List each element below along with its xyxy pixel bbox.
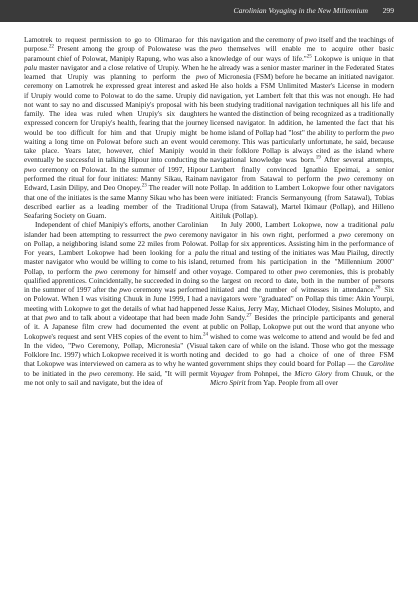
running-header [0,0,418,22]
page-number: 299 [382,6,394,15]
right-column [210,35,394,590]
footnote-ref: 25 [306,54,312,60]
ship-name: Micro Spirit [210,377,246,387]
paragraph: Lamotrek to request permission to go to Olimarao for this purpose.$^{22}$ Present among the group of Polowatese was the paramount chief of Polowat, Manipiy Rapung, who was also a palu master navigator and a close relative of Urupiy. When he learned that Urupiy was planning to perform the pwo ceremony on Lamotrek he expressed great interest and asked if Urupiy would come to Polowat to do the same. Urupiy did not want to say no and discussed Manipiy's proposal with his family. The idea was ruled when Urupiy's six daughters expressed concern for Urupiy's health, fearing that the journey would be too difficult for him and that Urupiy might be waiting a long time on Polowat before such an event would take place. Years later, however, chief Manipiy would eventually be successful in talking Hipour into conducting the pwo ceremony on Polowat. In the summer of 1997, Hipour performed the ritual for four initiates: Manny Sikau, Rainam Edward, Lasin Dilipy, and Deo Onopey.$^{23}$ The reader will note that one of the initiates is the same Manny Sikau who has been described earlier as a leading member of the Traditional Seafaring Society on Guam. [24,35,208,221]
footnote-ref: 27 [246,313,252,319]
footnote-ref: 22 [48,44,54,50]
footnote-ref: 24 [203,332,208,338]
footnote-ref: 26 [375,285,381,291]
running-title: Carolinian Voyaging in the New Millennium [233,6,368,15]
footnote-ref: 23 [141,183,147,189]
paragraph: navigation and the ceremony of pwo itself and the teachings of pwo themselves will enable me to acquire other basic knowledge of our ways of life."$^{25}$ Lokopwe is unique in that he already was a senior master mariner in the Federated States of Micronesia (FSM) before he became an initiated navigator. He also holds a FSM Unlimited Master's License in modern navigation, yet Lambert felt that this was not enough. He had been studying traditional navigation techniques all his life and he wanted the distinction of being recognized as a traditionally licensed navigator. In addition, he lamented the fact that his home island of Pollap had "lost" the ability to perform the pwo ceremony. This was particularly unfortunate, he said, because in their folklore Pollap is always cited as the island where navigational knowledge was born.$^{19}$ After several attempts, Lambert finally convinced Ignathio Epeimai, a senior navigator from Satawal to perform the pwo ceremony on Pollap. In addition to Lambert Lokopwe four other navigators were initiated: Francis Sermanyoung (from Satawal), Tobias Urupa (from Satawal), Martel Ikimaur (Pollap), and Hilleno Aitiluk (Pollap). [210,35,394,221]
footnote-ref: 19 [315,156,321,162]
ship-name: Caroline Voyager [210,359,394,378]
paragraph: Independent of chief Manipiy's efforts, another Carolinian islander had been attempting to ressurrect the pwo ceremony on Pollap, a neighboring island some 22 miles from Polowat. For years, Lambert Lokopwe had been looking for a palu master navigator who would be willing to come to his island, Pollap, to perform the pwo ceremony for himself and other qualified apprentices. Coincidentally, he succeeded in doing so in the summer of 1997 after the pwo ceremony was performed on Polowat. When I was visiting Chuuk in June 1999, I had a meeting with Lokopwe to get the details of what had happened at that pwo and to talk about a videotape that had been made of it. A Japanese film crew had documented the event at Lokopwe's request and sent VHS copies of the event to him.$^{24}$ In the video, "Pwo Ceremony, Pollap, Micronesia" (Visual Folklore Inc. 1997) which Lokopwe received it is worth noting that Lokopwe was interviewed on camera as to why he wanted to be initiated in the pwo ceremony. He said, "It will permit me not only to sail and navigate, but the idea of [24,220,208,387]
paragraph: In July 2000, Lambert Lokopwe, now a traditional palu navigator in his own right, performed a pwo ceremony on Pollap for six apprentices. Assisting him in the performance of the ritual and testing of the initiates was Mau Piailug, directly returned from his participation in the "Millennium 2000" voyage. Compared to other pwo ceremonies, this is probably the largest on record to date, both in the number of persons initiated and the number of witnesses in attendance.$^{26}$ Six navigators were "graduated" on Pollap this time: Akin Yourpi, Jesse Kaius, Jerry May, Michael Olodey, Sisines Molupto, and John Sandy.$^{27}$ Besides the principle participants and general public on Pollap, Lokopwe put out the word that anyone who wished to come was welcome to attend and would be fed and taken care of while on the island. Those who got the message and decided to go had a choice of one of three FSM government ships they could board for Pollap — the Caroline Voyager from Pohnpei, the Micro Glory from Chuuk, or the Micro Spirit from Yap. People from all over [210,220,394,387]
left-column [24,35,208,590]
ship-name: Micro Glory [294,368,332,378]
